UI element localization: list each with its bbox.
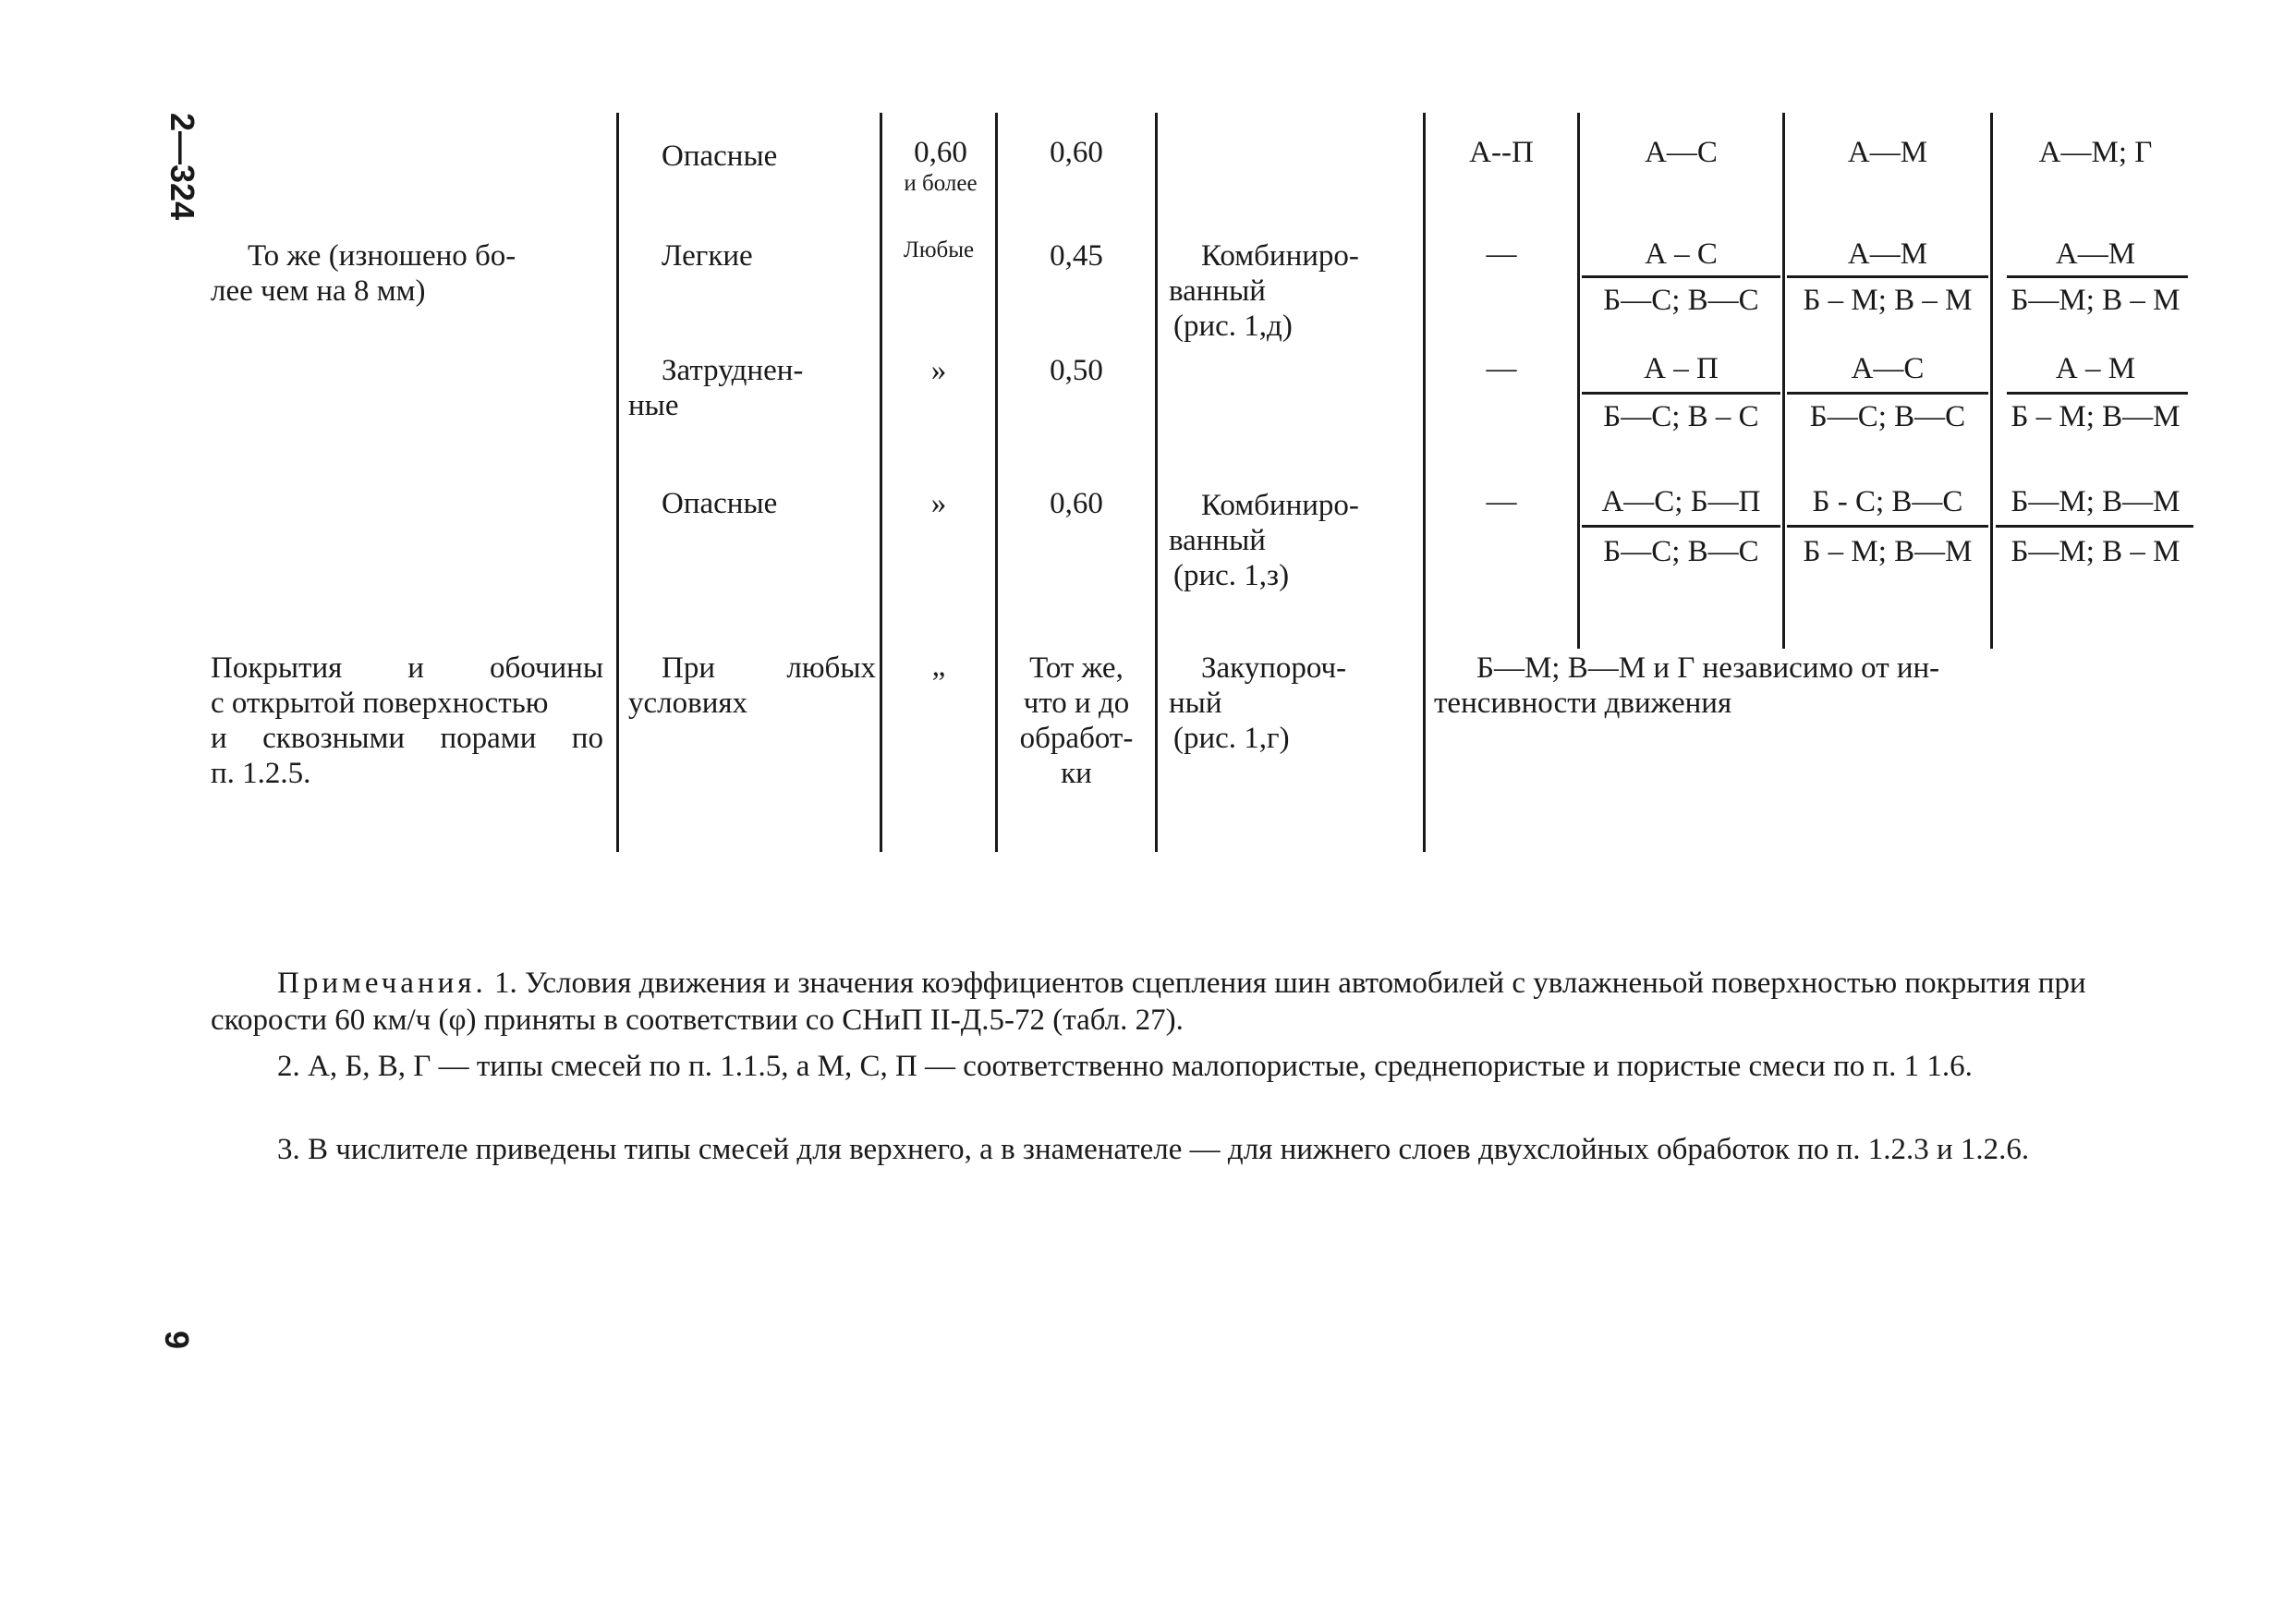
row4-dash: — xyxy=(1486,485,1517,518)
row5-coef-line4: ки xyxy=(1061,757,1092,790)
row2-frac-vhigh-num: А—М xyxy=(2055,237,2136,271)
row5-type-line1: Закупороч- xyxy=(1201,651,1347,685)
row5-type-line3: (рис. 1,г) xyxy=(1173,722,1290,755)
row1-intensity: 0,60 xyxy=(914,136,967,169)
row5-surface-word3: обочины xyxy=(489,651,603,685)
note-1-lead: Примечания. xyxy=(277,967,487,1000)
note-1 xyxy=(211,965,2199,1039)
row3-dash: — xyxy=(1486,352,1517,385)
row1-col-vhigh: А—М; Г xyxy=(2038,136,2153,169)
group2-type-line3: (рис. 1,д) xyxy=(1173,310,1293,343)
row2-intensity: Любые xyxy=(903,237,975,262)
note-1-text: 1. Условия движения и значения коэффициентов сцепления шин автомобилей с увлажненьой поверхностью покрытия при скорости 60 км/ч (φ) приняты в соответствии со СНиП II-Д.5-72 (табл. 27). xyxy=(211,967,2086,1037)
row3-intensity: » xyxy=(930,354,947,387)
col-rule-2 xyxy=(880,113,882,852)
row5-surface-line4: п. 1.2.5. xyxy=(211,757,311,790)
row5-conditions-word1: При xyxy=(662,651,715,685)
row4-frac-high-bar xyxy=(1787,525,1988,528)
row4-frac-high-num: Б - С; В—С xyxy=(1812,485,1963,518)
row2-frac-high-num: А—М xyxy=(1847,237,1928,271)
row3-frac-high-bar xyxy=(1787,392,1988,395)
group2-type-line1: Комбиниро- xyxy=(1201,239,1359,273)
row5-coef-line2: что и до xyxy=(1023,687,1130,720)
row5-surface-word7: по xyxy=(571,722,603,755)
row3-conditions-line1: Затруднен- xyxy=(662,354,804,387)
note-2: 2. А, Б, В, Г — типы смесей по п. 1.1.5, а М, С, П — соответственно малопористые, среднепористые и пористые смеси по п. 1 1.6. xyxy=(277,1050,1973,1083)
row3-frac-high-den: Б—С; В—С xyxy=(1809,400,1966,433)
row4-intensity: » xyxy=(930,487,947,520)
page-number: 9 xyxy=(158,1331,196,1350)
group2-surface-text: То же (изношено бо- xyxy=(248,239,516,273)
row5-type-line2: ный xyxy=(1169,687,1222,720)
row5-conditions-line2: условиях xyxy=(628,687,748,720)
row4-type-line3: (рис. 1,з) xyxy=(1173,559,1290,592)
row5-span-line1: Б—М; В—М и Г независимо от ин- xyxy=(1476,651,1940,685)
row3-frac-vhigh-den: Б – М; В—М xyxy=(2011,400,2181,433)
row3-frac-vhigh-num: А – М xyxy=(2055,352,2136,385)
group2-type-line2: ванный xyxy=(1169,274,1266,308)
row5-coef-line1: Тот же, xyxy=(1029,651,1124,685)
row3-frac-vhigh-bar xyxy=(2007,392,2188,395)
row5-surface-word6: порами xyxy=(440,722,537,755)
row3-frac-mid-bar xyxy=(1582,392,1780,395)
row2-frac-mid-den: Б—С; В—С xyxy=(1603,284,1759,317)
row3-frac-mid-den: Б—С; В – С xyxy=(1603,400,1759,433)
row5-span-line2: тенсивности движения xyxy=(1434,687,1732,720)
row4-frac-vhigh-bar xyxy=(1996,525,2193,528)
row5-surface-line1 xyxy=(211,651,603,687)
col-rule-1 xyxy=(616,113,619,852)
row5-surface-line2: с открытой поверхностью xyxy=(211,687,549,720)
col-rule-5 xyxy=(1423,113,1426,852)
row4-frac-vhigh-num: Б—М; В—М xyxy=(2011,485,2181,518)
row4-coef: 0,60 xyxy=(1050,487,1103,520)
row5-conditions-line1 xyxy=(662,651,876,687)
col-rule-4 xyxy=(1155,113,1158,852)
row1-conditions: Опасные xyxy=(662,140,778,173)
row2-frac-vhigh-bar xyxy=(2007,275,2188,278)
row2-coef: 0,45 xyxy=(1050,239,1103,273)
row5-coef-line3: обработ- xyxy=(1019,722,1134,755)
row5-conditions-word2: любых xyxy=(786,651,876,685)
row5-surface-word5: сквозными xyxy=(262,722,406,755)
row1-col-low: А--П xyxy=(1469,136,1534,169)
page-code: 2—324 xyxy=(164,113,201,221)
group2-surface-line2: лее чем на 8 мм) xyxy=(211,274,426,308)
row4-type-line1: Комбиниро- xyxy=(1201,489,1359,522)
note-3: 3. В числителе приведены типы смесей для верхнего, а в знаменателе — для нижнего слоев двухслойных обработок по п. 1.2.3 и 1.2.6. xyxy=(277,1133,2030,1166)
row4-frac-mid-num: А—С; Б—П xyxy=(1601,485,1761,518)
group2-surface-line1 xyxy=(248,238,603,274)
row2-frac-mid-bar xyxy=(1582,275,1780,278)
row1-col-mid: А—С xyxy=(1645,136,1718,169)
row3-coef: 0,50 xyxy=(1050,354,1103,387)
row5-intensity: „ xyxy=(931,650,946,683)
row5-surface-word4: и xyxy=(211,722,227,755)
row3-frac-high-num: А—С xyxy=(1851,352,1925,385)
row2-frac-mid-num: А – С xyxy=(1645,237,1718,271)
col-rule-3 xyxy=(995,113,998,852)
row4-frac-high-den: Б – М; В—М xyxy=(1803,535,1973,568)
row2-frac-high-bar xyxy=(1787,275,1988,278)
row4-frac-vhigh-den: Б—М; В – М xyxy=(2011,535,2181,568)
row2-frac-vhigh-den: Б—М; В – М xyxy=(2011,284,2181,317)
row3-frac-mid-num: А – П xyxy=(1644,352,1719,385)
row2-dash: — xyxy=(1486,237,1517,271)
row2-frac-high-den: Б – М; В – М xyxy=(1803,284,1973,317)
row1-coef: 0,60 xyxy=(1050,136,1103,169)
row4-conditions: Опасные xyxy=(662,487,778,520)
row5-surface-line3 xyxy=(211,721,603,757)
row1-intensity-note: и более xyxy=(904,171,978,196)
row5-surface-word2: и xyxy=(407,651,424,685)
row5-surface-word1: Покрытия xyxy=(211,651,343,685)
row1-col-high: А—М xyxy=(1847,136,1928,169)
row2-conditions: Легкие xyxy=(662,239,753,273)
row3-conditions-line2: ные xyxy=(628,389,679,422)
row4-frac-mid-bar xyxy=(1582,525,1780,528)
row4-type-line2: ванный xyxy=(1169,524,1266,557)
row4-frac-mid-den: Б—С; В—С xyxy=(1603,535,1759,568)
